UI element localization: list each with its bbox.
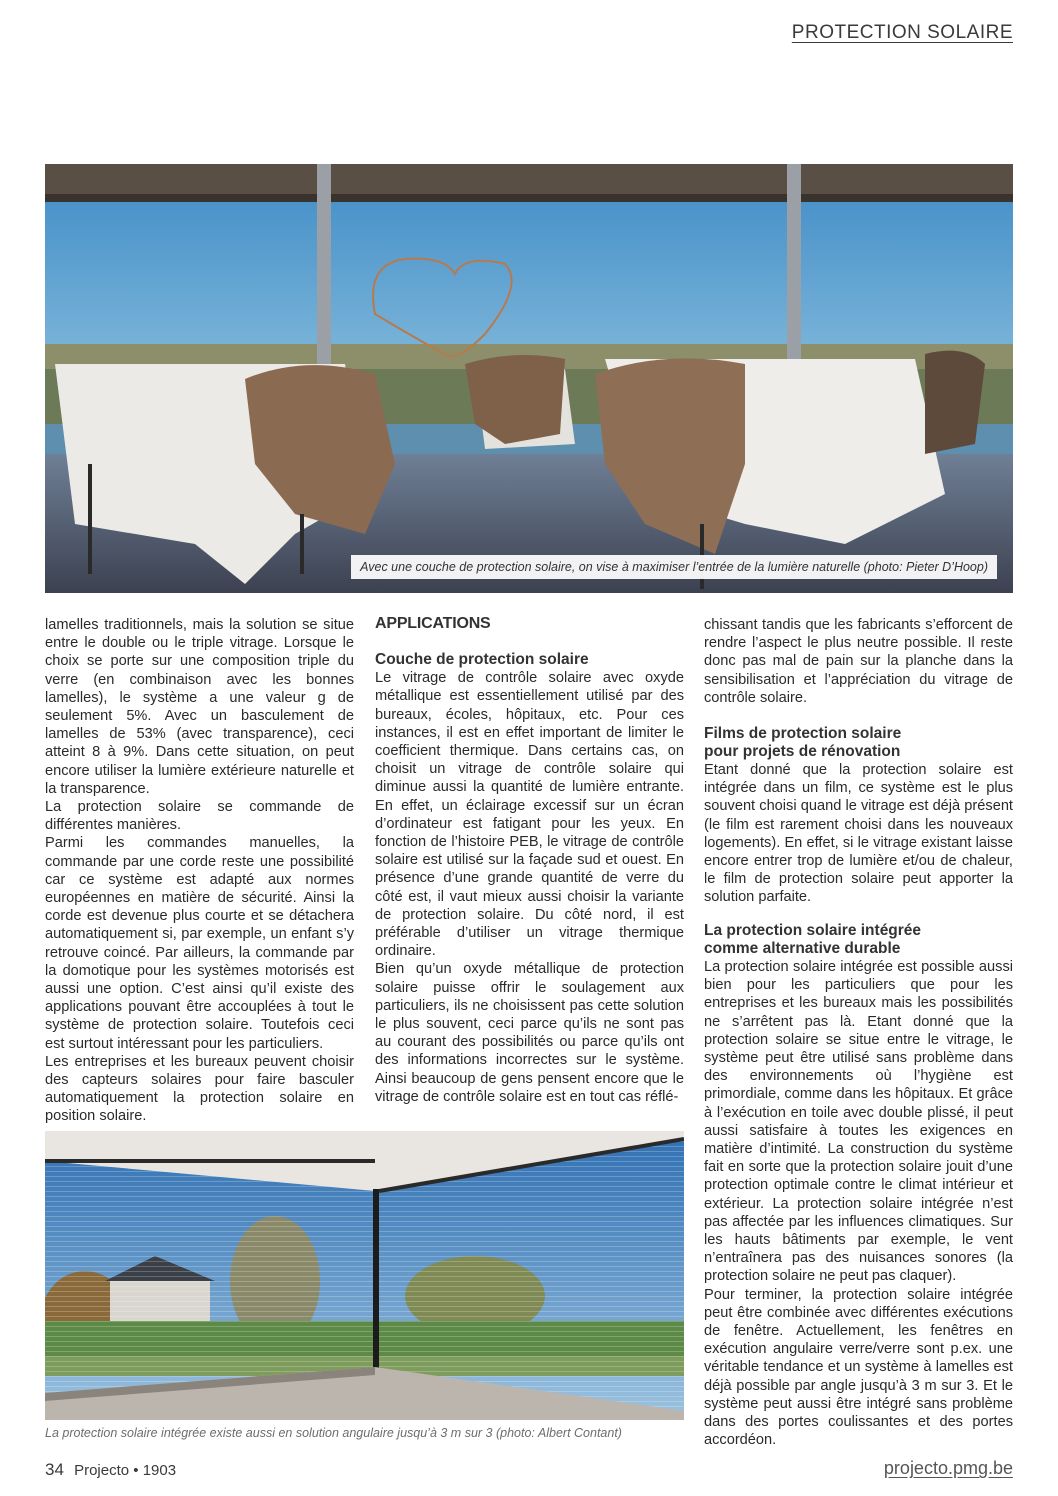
column-3-upper — [704, 616, 1013, 907]
subheading: Couche de protection solaire — [375, 651, 589, 669]
column-3-lower — [704, 922, 1013, 1449]
paragraph: La protection solaire se commande de différentes manières. — [45, 799, 354, 834]
column-2 — [375, 615, 684, 1106]
photo-caption: Avec une couche de protection solaire, on vise à maximiser l’entrée de la lumière naturelle (photo: Pieter D’Hoop) — [351, 555, 997, 579]
paragraph: lamelles traditionnels, mais la solution se situe entre le double ou le triple vitrage. Lorsque le choix se porte sur une composition triple du verre (en combinaison avec les bonnes lamelles), le système a une valeur g de seulement 5%. Avec un basculement de lamelles de 53% (avec transparence), ceci atteint 8 à 9%. Dans cette situation, on peut encore utiliser la lumière extérieure naturelle et la transparence. — [45, 617, 354, 797]
paragraph: Etant donné que la protection solaire est intégrée dans un film, ce système est le plus souvent choisi quand le vitrage est déjà présent (le film est rarement choisi dans les nouveaux logements). En effet, si le vitrage existant laisse encore entrer trop de lumière et/ou de chaleur, le film de protection solaire peut apporter la solution parfaite. — [704, 762, 1013, 906]
photo-caption: La protection solaire intégrée existe aussi en solution angulaire jusqu’à 3 m sur 3 (photo: Albert Contant) — [45, 1426, 622, 1440]
subheading: pour projets de rénovation — [704, 743, 901, 761]
paragraph: La protection solaire intégrée est possible aussi bien pour les particuliers que pour les entreprises et les bureaux mais les possibilités ne s’arrêtent pas là. Etant donné que la protection solaire se situe entre le vitrage, le système peut être utilisé sans problème dans des environnements où l’hygiène est primordiale, comme dans les hôpitaux. Et grâce à l’exécution en toile avec double plissé, il peut aussi satisfaire à toutes les exigences en matière d’intimité. La construction du système fait en sorte que la protection solaire jouit d’une protection optimale contre le climat intérieur et extérieur. La protection solaire intégrée n’est pas affectée par les influences climatiques. Sur les hauts bâtiments par exemple, le vent n’entraînera pas des nuisances sonores (la protection solaire ne peut pas claquer). — [704, 959, 1013, 1285]
subheading: La protection solaire intégrée — [704, 922, 922, 939]
paragraph: Les entreprises et les bureaux peuvent choisir des capteurs solaires pour faire basculer automatiquement la protection solaire en position solaire. — [45, 1053, 354, 1125]
restaurant-photo — [45, 164, 1013, 593]
paragraph: Parmi les commandes manuelles, la commande par une corde reste une possibilité car ce système est adapté aux normes européennes en matière de sécurité. Ainsi la corde est devenue plus courte et se détachera automatiquement si, par exemple, un enfant s’y retrouve coincé. Par ailleurs, la commande par la domotique pour les systèmes motorisés est aussi une option. C’est ainsi qu’il existe des applications pouvant être accouplées à tout le système de protection solaire. Toutefois ceci est surtout intéressant pour les particuliers. — [45, 835, 354, 1052]
paragraph: chissant tandis que les fabricants s’efforcent de rendre l’aspect le plus neutre possible. Il reste donc pas mal de pain sur la planche dans la sensibilisation et l’appréciation du vitrage de contrôle solaire. — [704, 617, 1013, 706]
subheading: comme alternative durable — [704, 940, 901, 957]
footer-left — [45, 1460, 176, 1480]
column-1 — [45, 616, 354, 1126]
paragraph: Pour terminer, la protection solaire intégrée peut être combinée avec différentes exécutions de fenêtre. Actuellement, les fenêtres en exécution angulaire verre/verre sont p.ex. une véritable tendance et un système à lamelles est déjà possible par angle jusqu’à 3 m sur 3. Et le système peut aussi être intégré sans problème dans des portes coulissantes et des portes accordéon. — [704, 1286, 1013, 1449]
website-link[interactable]: projecto.pmg.be — [883, 1458, 1013, 1478]
subheading: Films de protection solaire — [704, 725, 902, 743]
magazine-issue: Projecto • 1903 — [74, 1462, 177, 1479]
paragraph: Le vitrage de contrôle solaire avec oxyde métallique est essentiellement utilisé par des bureaux, écoles, hôpitaux, etc. Pour ces instances, il est en effet important de limiter le coefficient thermique. Dans certains cas, on choisit un vitrage de contrôle solaire qui diminue aussi la quantité de lumière entrante. En effet, un éclairage excessif sur un écran d’ordinateur est fatigant pour les yeux. En fonction de l’histoire PEB, le vitrage de contrôle solaire est utilisé sur la façade sud et ouest. En présence d’une grande quantité de verre du côté est, il vaut mieux aussi choisir la variante de protection solaire. Du côté nord, il est préférable d’utiliser un vitrage thermique ordinaire. — [375, 670, 684, 960]
section-title: PROTECTION SOLAIRE — [791, 22, 1013, 43]
page-number: 34 — [45, 1460, 64, 1479]
paragraph: Bien qu’un oxyde métallique de protection solaire puisse offrir le soulagement aux particuliers, ils ne choisissent pas cette solution le plus souvent, ceci parce qu’ils ne sont pas au courant des possibilités ou parce qu’ils ont des informations incorrectes sur le système. Ainsi beaucoup de gens pensent encore que le vitrage de contrôle solaire est en tout cas réflé- — [375, 961, 684, 1105]
section-heading: APPLICATIONS — [375, 615, 491, 632]
corner-window-photo — [45, 1131, 684, 1420]
